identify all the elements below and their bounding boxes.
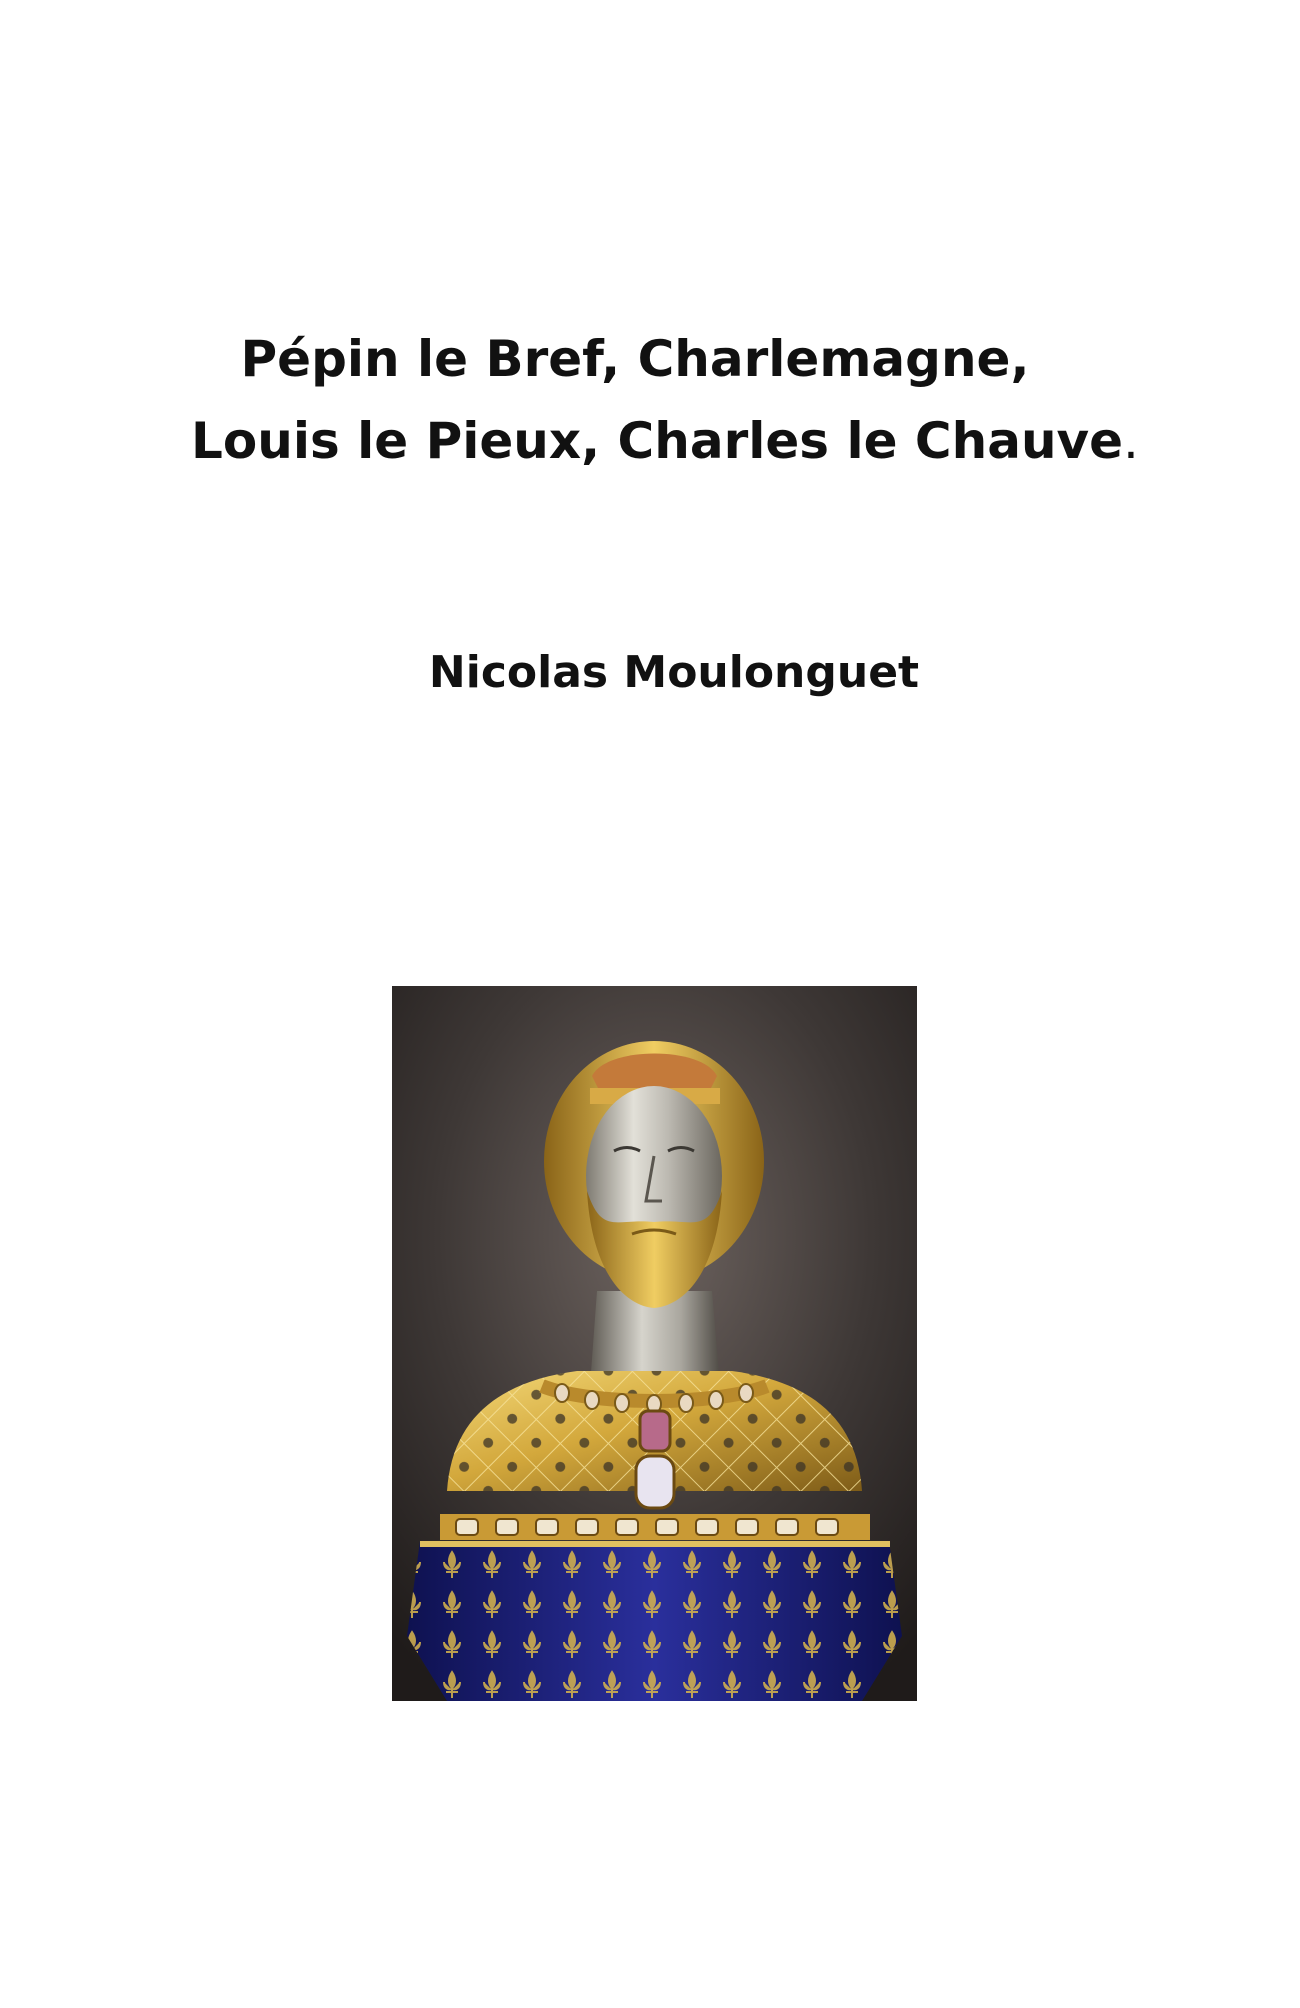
title-line-2: [0, 400, 1300, 482]
title-period: .: [1123, 412, 1139, 470]
author-name: Nicolas Moulonguet: [428, 647, 920, 698]
reliquary-bust-photo: [392, 986, 917, 1701]
book-title: [0, 318, 1300, 482]
title-line-2-text: Louis le Pieux, Charles le Chauve: [191, 412, 1124, 470]
title-line-1: Pépin le Bref, Charlemagne,: [240, 330, 1030, 388]
